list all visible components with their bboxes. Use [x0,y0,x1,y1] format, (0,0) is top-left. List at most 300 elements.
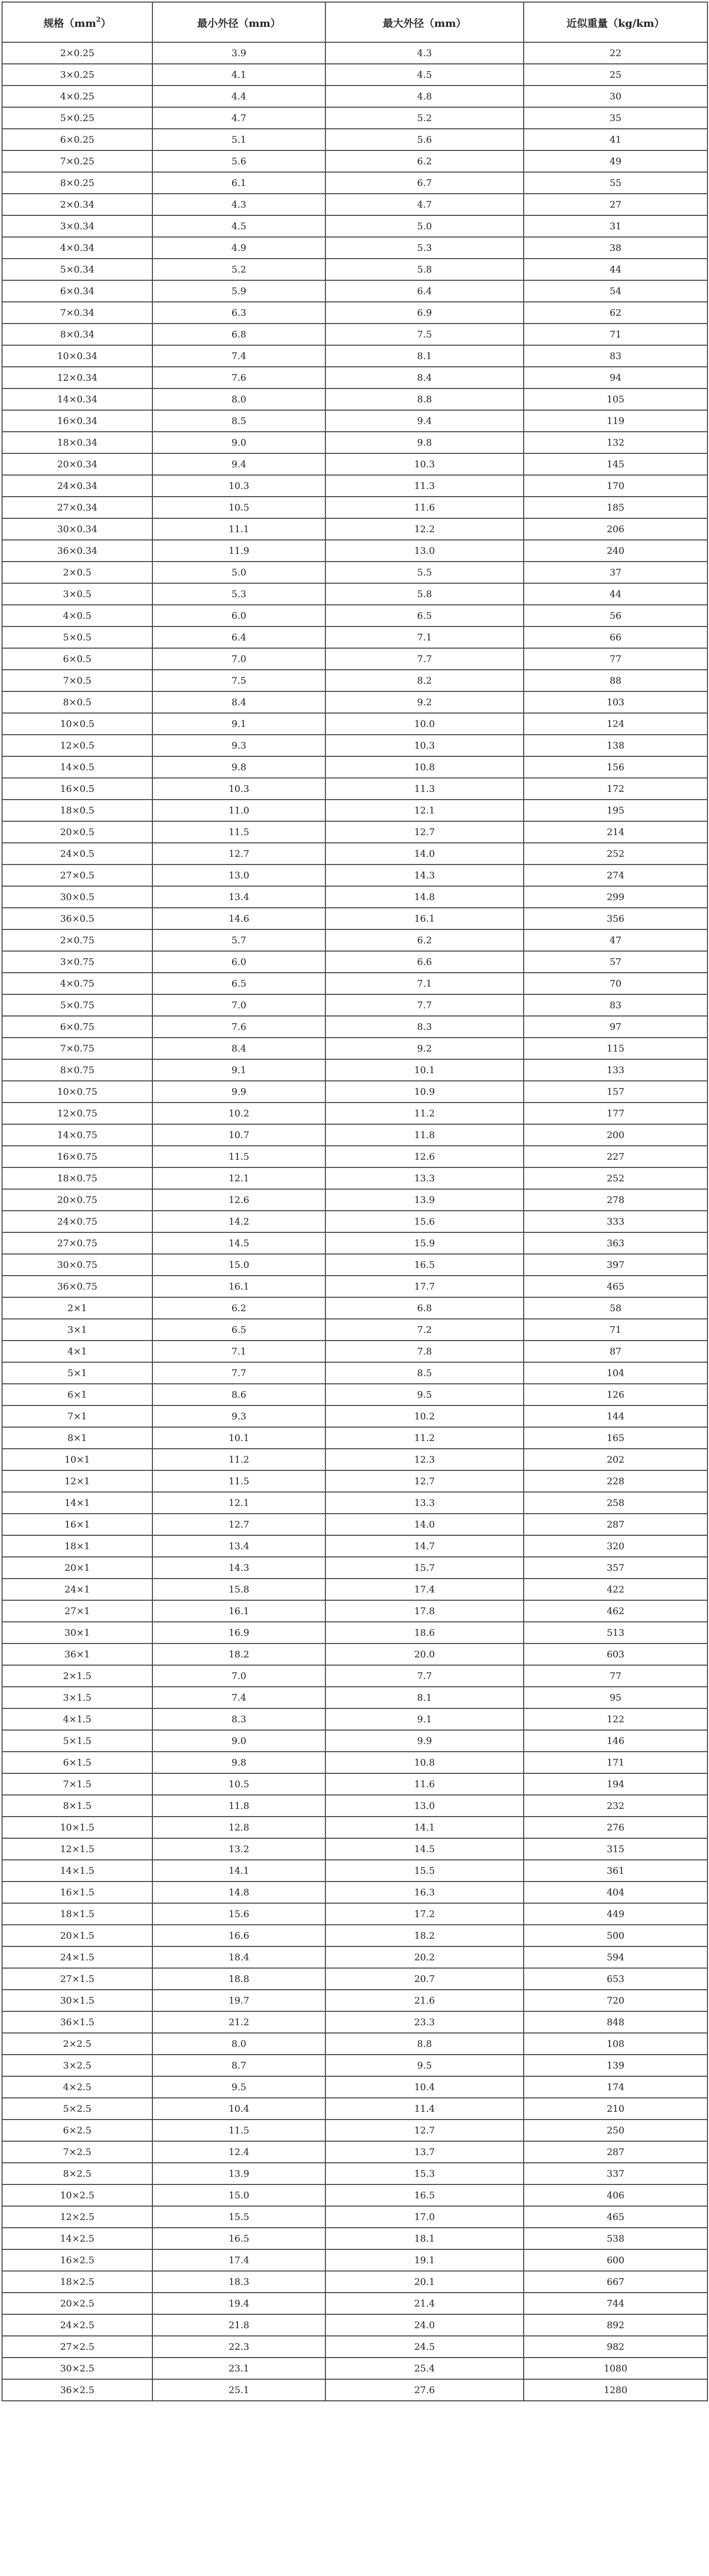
cell-weight: 70 [524,973,707,994]
cell-spec: 30×1 [2,1622,152,1643]
cell-weight: 174 [524,2076,707,2098]
table-row [2,1730,707,1752]
cell-spec: 4×0.34 [2,237,152,259]
table-row [2,497,707,518]
cell-weight: 333 [524,1211,707,1232]
cell-min-od: 9.9 [152,1081,325,1103]
cell-max-od: 9.5 [325,1384,524,1405]
cell-weight: 278 [524,1189,707,1211]
cell-max-od: 7.7 [325,994,524,1016]
cell-max-od: 10.3 [325,735,524,756]
cell-weight: 465 [524,2206,707,2228]
cell-spec: 27×0.75 [2,1232,152,1254]
cell-max-od: 20.7 [325,1968,524,1990]
cell-min-od: 21.8 [152,2314,325,2336]
cell-weight: 108 [524,2033,707,2055]
cell-min-od: 9.0 [152,432,325,453]
cell-weight: 357 [524,1557,707,1579]
cell-min-od: 13.4 [152,1535,325,1557]
cell-max-od: 4.7 [325,194,524,215]
cell-max-od: 14.0 [325,843,524,865]
cell-spec: 14×0.5 [2,756,152,778]
cell-min-od: 5.2 [152,259,325,280]
cell-spec: 27×2.5 [2,2336,152,2358]
cell-spec: 24×0.34 [2,475,152,497]
cell-max-od: 18.2 [325,1925,524,1946]
cell-max-od: 6.2 [325,929,524,951]
cell-weight: 44 [524,583,707,605]
cell-spec: 3×0.25 [2,64,152,86]
cell-max-od: 12.6 [325,1146,524,1167]
cell-min-od: 7.0 [152,1665,325,1687]
cell-max-od: 12.7 [325,821,524,843]
cell-spec: 8×0.34 [2,324,152,345]
cell-weight: 83 [524,345,707,367]
header-min-od: 最小外径（mm） [152,2,325,42]
cell-min-od: 13.4 [152,886,325,908]
cell-min-od: 7.1 [152,1341,325,1362]
table-row [2,1405,707,1427]
cell-max-od: 7.8 [325,1341,524,1362]
cell-min-od: 14.8 [152,1882,325,1903]
cell-weight: 465 [524,1276,707,1297]
cell-max-od: 17.7 [325,1276,524,1297]
table-row [2,1362,707,1384]
table-row [2,64,707,86]
cell-min-od: 6.2 [152,1297,325,1319]
cell-max-od: 7.1 [325,973,524,994]
cell-min-od: 16.1 [152,1600,325,1622]
cell-max-od: 16.1 [325,908,524,929]
cell-spec: 4×1.5 [2,1708,152,1730]
cell-spec: 18×0.34 [2,432,152,453]
cell-max-od: 6.9 [325,302,524,324]
cell-min-od: 18.2 [152,1643,325,1665]
cell-spec: 16×0.75 [2,1146,152,1167]
table-row [2,843,707,865]
table-row [2,2098,707,2120]
cell-spec: 2×0.25 [2,42,152,64]
cell-spec: 7×1 [2,1405,152,1427]
cell-weight: 462 [524,1600,707,1622]
cell-weight: 71 [524,1319,707,1341]
cell-spec: 5×1 [2,1362,152,1384]
cell-min-od: 8.6 [152,1384,325,1405]
table-row [2,800,707,821]
cell-min-od: 18.3 [152,2271,325,2293]
cell-spec: 24×1 [2,1579,152,1600]
cell-min-od: 15.0 [152,1254,325,1276]
cell-spec: 4×1 [2,1341,152,1362]
cell-spec: 12×1.5 [2,1838,152,1860]
cell-min-od: 13.9 [152,2163,325,2184]
cell-max-od: 10.0 [325,713,524,735]
table-row [2,2358,707,2379]
cell-spec: 4×0.25 [2,86,152,107]
table-row [2,1470,707,1492]
cell-max-od: 13.7 [325,2141,524,2163]
table-row [2,1773,707,1795]
table-row [2,1038,707,1059]
cell-spec: 16×2.5 [2,2249,152,2271]
cell-spec: 16×0.5 [2,778,152,800]
table-row [2,1189,707,1211]
cell-min-od: 10.3 [152,475,325,497]
cell-min-od: 16.6 [152,1925,325,1946]
table-row [2,1103,707,1124]
cell-spec: 20×2.5 [2,2293,152,2314]
cell-weight: 232 [524,1795,707,1817]
cell-weight: 603 [524,1643,707,1665]
table-row [2,2249,707,2271]
cell-weight: 240 [524,540,707,562]
cell-max-od: 10.8 [325,1752,524,1773]
cell-max-od: 15.9 [325,1232,524,1254]
cell-weight: 77 [524,1665,707,1687]
cell-min-od: 9.1 [152,1059,325,1081]
cell-min-od: 9.8 [152,1752,325,1773]
table-row [2,1925,707,1946]
cell-max-od: 9.5 [325,2055,524,2076]
table-row [2,1860,707,1882]
cell-min-od: 5.7 [152,929,325,951]
cell-spec: 16×0.34 [2,410,152,432]
cell-max-od: 14.0 [325,1514,524,1535]
cell-spec: 24×0.5 [2,843,152,865]
cell-min-od: 10.1 [152,1427,325,1449]
cell-spec: 36×0.34 [2,540,152,562]
cell-spec: 7×0.25 [2,150,152,172]
cell-max-od: 6.7 [325,172,524,194]
cell-weight: 41 [524,129,707,150]
cell-spec: 36×0.5 [2,908,152,929]
cell-spec: 18×1.5 [2,1903,152,1925]
cell-spec: 4×0.75 [2,973,152,994]
cable-spec-table [2,2,708,2401]
cell-min-od: 6.5 [152,973,325,994]
cell-weight: 214 [524,821,707,843]
cell-max-od: 14.7 [325,1535,524,1557]
cell-max-od: 11.2 [325,1427,524,1449]
table-row [2,908,707,929]
cell-spec: 24×1.5 [2,1946,152,1968]
cell-max-od: 20.2 [325,1946,524,1968]
cell-weight: 132 [524,432,707,453]
cell-max-od: 11.3 [325,778,524,800]
cell-max-od: 6.4 [325,280,524,302]
table-row [2,1297,707,1319]
cell-spec: 10×0.34 [2,345,152,367]
cell-weight: 77 [524,648,707,670]
cell-spec: 20×0.34 [2,453,152,475]
table-row [2,1946,707,1968]
cell-min-od: 5.1 [152,129,325,150]
cell-spec: 3×0.75 [2,951,152,973]
cell-weight: 200 [524,1124,707,1146]
table-row [2,2206,707,2228]
cell-weight: 250 [524,2120,707,2141]
cell-spec: 30×2.5 [2,2358,152,2379]
cell-weight: 356 [524,908,707,929]
cell-weight: 71 [524,324,707,345]
cell-min-od: 9.1 [152,713,325,735]
table-row [2,1232,707,1254]
cell-max-od: 15.3 [325,2163,524,2184]
cell-min-od: 19.4 [152,2293,325,2314]
cell-min-od: 13.0 [152,865,325,886]
table-row [2,1708,707,1730]
table-row [2,388,707,410]
cell-spec: 6×0.5 [2,648,152,670]
cell-weight: 30 [524,86,707,107]
cell-spec: 18×1 [2,1535,152,1557]
cell-spec: 5×0.34 [2,259,152,280]
table-row [2,886,707,908]
cell-max-od: 10.3 [325,453,524,475]
cell-weight: 35 [524,107,707,129]
cell-weight: 210 [524,2098,707,2120]
cell-max-od: 14.5 [325,1838,524,1860]
cell-min-od: 8.4 [152,691,325,713]
cell-min-od: 5.0 [152,562,325,583]
cell-max-od: 7.1 [325,626,524,648]
cell-min-od: 7.6 [152,367,325,388]
cell-max-od: 5.8 [325,583,524,605]
cell-min-od: 5.3 [152,583,325,605]
cell-max-od: 13.0 [325,540,524,562]
cell-min-od: 12.7 [152,1514,325,1535]
table-row [2,194,707,215]
cell-min-od: 10.4 [152,2098,325,2120]
cell-min-od: 11.5 [152,1470,325,1492]
table-row [2,2120,707,2141]
cell-min-od: 10.7 [152,1124,325,1146]
cell-weight: 1080 [524,2358,707,2379]
cell-spec: 2×2.5 [2,2033,152,2055]
cell-weight: 422 [524,1579,707,1600]
cell-max-od: 5.5 [325,562,524,583]
table-row [2,2379,707,2401]
cell-min-od: 15.0 [152,2184,325,2206]
cell-max-od: 17.0 [325,2206,524,2228]
table-row [2,1795,707,1817]
cell-min-od: 16.5 [152,2228,325,2249]
cell-min-od: 16.1 [152,1276,325,1297]
cell-max-od: 8.8 [325,2033,524,2055]
cell-min-od: 8.3 [152,1708,325,1730]
cell-weight: 227 [524,1146,707,1167]
table-row [2,1384,707,1405]
table-row [2,605,707,626]
cell-weight: 406 [524,2184,707,2206]
cell-spec: 12×0.34 [2,367,152,388]
table-row [2,107,707,129]
cell-spec: 10×1.5 [2,1817,152,1838]
cell-weight: 594 [524,1946,707,1968]
cell-min-od: 6.8 [152,324,325,345]
cell-spec: 6×2.5 [2,2120,152,2141]
cell-spec: 7×1.5 [2,1773,152,1795]
cell-spec: 5×2.5 [2,2098,152,2120]
cell-min-od: 9.4 [152,453,325,475]
cell-max-od: 18.6 [325,1622,524,1643]
cell-min-od: 5.6 [152,150,325,172]
cell-weight: 25 [524,64,707,86]
table-row [2,1427,707,1449]
cell-spec: 27×1 [2,1600,152,1622]
cell-max-od: 16.5 [325,2184,524,2206]
table-row [2,324,707,345]
table-row [2,518,707,540]
cell-min-od: 3.9 [152,42,325,64]
cell-weight: 177 [524,1103,707,1124]
cell-max-od: 5.3 [325,237,524,259]
table-row [2,1449,707,1470]
cell-min-od: 6.0 [152,605,325,626]
cell-max-od: 13.3 [325,1167,524,1189]
cell-min-od: 11.5 [152,2120,325,2141]
cell-spec: 8×0.5 [2,691,152,713]
cell-max-od: 10.9 [325,1081,524,1103]
cell-spec: 8×1.5 [2,1795,152,1817]
cell-weight: 315 [524,1838,707,1860]
cell-weight: 38 [524,237,707,259]
cell-weight: 500 [524,1925,707,1946]
cell-weight: 171 [524,1752,707,1773]
table-row [2,2314,707,2336]
cell-spec: 3×0.5 [2,583,152,605]
table-row [2,583,707,605]
cell-weight: 194 [524,1773,707,1795]
cell-spec: 27×1.5 [2,1968,152,1990]
cell-max-od: 6.8 [325,1297,524,1319]
table-row [2,1211,707,1232]
cell-max-od: 17.4 [325,1579,524,1600]
cell-min-od: 6.4 [152,626,325,648]
cell-spec: 14×1 [2,1492,152,1514]
cell-max-od: 10.1 [325,1059,524,1081]
cell-min-od: 6.5 [152,1319,325,1341]
cell-max-od: 11.6 [325,1773,524,1795]
header-spec: 规格$(mm^2)$ [2,2,152,42]
cell-spec: 16×1 [2,1514,152,1535]
cell-weight: 320 [524,1535,707,1557]
cell-min-od: 21.2 [152,2011,325,2033]
cell-max-od: 14.8 [325,886,524,908]
table-row [2,1817,707,1838]
cell-spec: 10×0.75 [2,1081,152,1103]
table-row [2,237,707,259]
cell-min-od: 12.1 [152,1167,325,1189]
cell-min-od: 18.8 [152,1968,325,1990]
table-row [2,1752,707,1773]
cell-weight: 95 [524,1687,707,1708]
cell-weight: 600 [524,2249,707,2271]
table-row [2,1016,707,1038]
cell-spec: 24×0.75 [2,1211,152,1232]
table-row [2,1600,707,1622]
cell-max-od: 13.0 [325,1795,524,1817]
cell-weight: 202 [524,1449,707,1470]
table-row [2,1687,707,1708]
cell-min-od: 11.2 [152,1449,325,1470]
table-row [2,280,707,302]
table-row [2,562,707,583]
cell-weight: 538 [524,2228,707,2249]
cell-max-od: 5.8 [325,259,524,280]
table-row [2,215,707,237]
table-row [2,2011,707,2033]
cell-max-od: 9.2 [325,1038,524,1059]
cell-max-od: 13.3 [325,1492,524,1514]
cell-weight: 848 [524,2011,707,2033]
table-row [2,865,707,886]
table-body [2,42,707,2401]
cell-min-od: 22.3 [152,2336,325,2358]
cell-max-od: 20.0 [325,1643,524,1665]
cell-max-od: 9.4 [325,410,524,432]
cell-min-od: 11.9 [152,540,325,562]
cell-min-od: 14.2 [152,1211,325,1232]
cell-max-od: 16.5 [325,1254,524,1276]
cell-max-od: 9.9 [325,1730,524,1752]
cell-spec: 14×0.34 [2,388,152,410]
table-row [2,778,707,800]
cell-weight: 667 [524,2271,707,2293]
cell-spec: 7×0.75 [2,1038,152,1059]
cell-spec: 7×0.5 [2,670,152,691]
cell-max-od: 21.6 [325,1990,524,2011]
cell-weight: 103 [524,691,707,713]
cell-spec: 30×0.5 [2,886,152,908]
cell-weight: 44 [524,259,707,280]
cell-spec: 36×2.5 [2,2379,152,2401]
table-row [2,2293,707,2314]
cell-max-od: 10.4 [325,2076,524,2098]
cell-spec: 12×1 [2,1470,152,1492]
table-row [2,1124,707,1146]
cell-max-od: 4.5 [325,64,524,86]
cell-max-od: 24.0 [325,2314,524,2336]
cell-max-od: 12.2 [325,518,524,540]
cell-weight: 83 [524,994,707,1016]
cell-min-od: 7.0 [152,648,325,670]
cell-max-od: 11.2 [325,1103,524,1124]
cell-spec: 3×2.5 [2,2055,152,2076]
cell-spec: 20×0.5 [2,821,152,843]
cell-min-od: 12.7 [152,843,325,865]
cell-spec: 18×2.5 [2,2271,152,2293]
cell-weight: 49 [524,150,707,172]
cell-spec: 5×1.5 [2,1730,152,1752]
table-row [2,475,707,497]
cell-spec: 10×0.5 [2,713,152,735]
cell-spec: 5×0.75 [2,994,152,1016]
cell-min-od: 7.4 [152,345,325,367]
cell-max-od: 15.7 [325,1557,524,1579]
cell-max-od: 6.5 [325,605,524,626]
cell-weight: 115 [524,1038,707,1059]
cell-max-od: 16.3 [325,1882,524,1903]
cell-min-od: 14.1 [152,1860,325,1882]
cell-max-od: 8.8 [325,388,524,410]
cell-min-od: 4.1 [152,64,325,86]
cell-weight: 258 [524,1492,707,1514]
cell-min-od: 16.9 [152,1622,325,1643]
cell-weight: 54 [524,280,707,302]
cell-weight: 122 [524,1708,707,1730]
cell-min-od: 15.8 [152,1579,325,1600]
